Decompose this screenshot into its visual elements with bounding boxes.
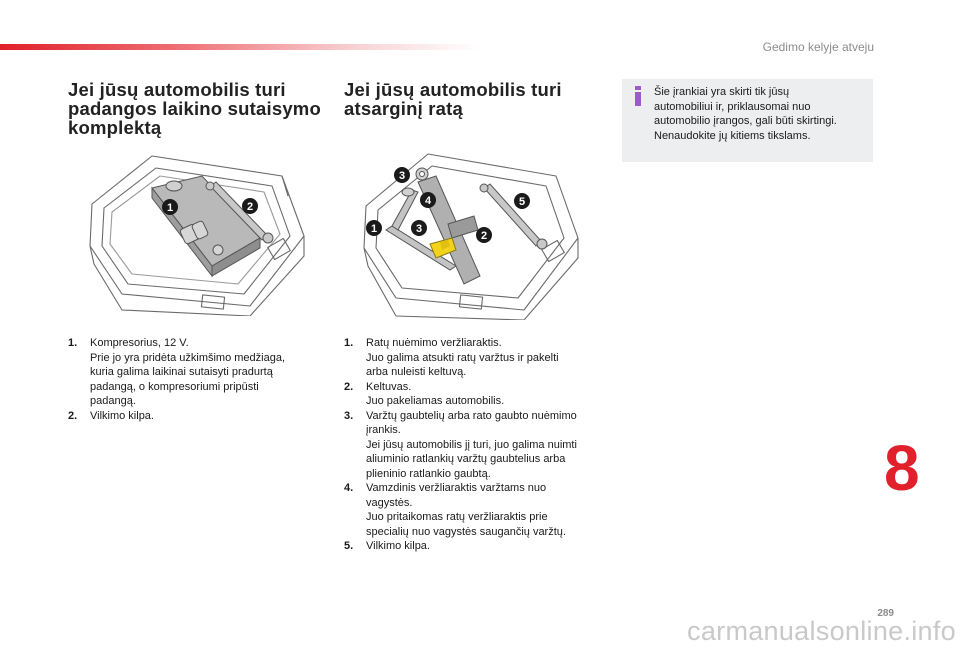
- item-line: įrankis.: [366, 424, 401, 436]
- item-number: 5.: [344, 540, 354, 552]
- page-number: 289: [877, 608, 894, 619]
- list-item: [344, 336, 606, 380]
- right-callout-3-top: [394, 167, 410, 183]
- item-line: aliuminio ratlankių varžtų gaubtelius arba: [366, 453, 566, 465]
- right-callout-3-bottom: [411, 220, 427, 236]
- item-line: kuria galima laikinai sutaisyti pradurtą: [90, 366, 273, 378]
- list-item: [344, 481, 606, 539]
- right-callout-1: [366, 220, 382, 236]
- right-callout-5: [514, 193, 530, 209]
- info-icon: [633, 86, 643, 106]
- list-item: [68, 336, 318, 409]
- item-line: Juo galima atsukti ratų varžtus ir pakelti: [366, 351, 559, 364]
- item-line: Prie jo yra pridėta užkimšimo medžiaga,: [90, 351, 286, 364]
- item-line: Varžtų gaubtelių arba rato gaubto nuėmimo: [366, 409, 577, 422]
- info-line: automobiliui ir, priklausomai nuo: [654, 100, 811, 113]
- item-line: Kompresorius, 12 V.: [90, 337, 189, 349]
- item-line: padangą, o kompresoriumi pripūsti: [90, 380, 259, 393]
- svg-text:2: 2: [246, 201, 254, 213]
- list-item: [344, 539, 606, 554]
- info-line: automobilio įrangos, gali būti skirtingi.: [654, 115, 837, 127]
- item-line: padangą.: [90, 395, 136, 407]
- item-line: plieninio ratlankio gaubtą.: [366, 467, 491, 480]
- item-line: specialių nuo vagystės saugančių varžtų.: [366, 525, 566, 538]
- item-number: 2.: [68, 409, 78, 422]
- watermark: carmanualsonline.info: [687, 616, 956, 646]
- item-line: vagystės.: [366, 496, 413, 509]
- repair-kit-item-list: [68, 336, 318, 423]
- item-line: Jei jūsų automobilis jį turi, juo galima nuimti: [366, 438, 577, 451]
- svg-text:3: 3: [398, 170, 406, 182]
- spare-wheel-item-list: [344, 336, 606, 554]
- svg-text:5: 5: [518, 196, 526, 208]
- left-section-title: [68, 80, 338, 137]
- chapter-number: 8: [884, 432, 920, 504]
- list-item: [344, 380, 606, 409]
- repair-kit-diagram: [82, 146, 308, 316]
- item-line: arba nuleisti keltuvą.: [366, 366, 467, 378]
- left-callout-2: [242, 198, 258, 214]
- right-title-line: atsarginį ratą: [344, 98, 463, 119]
- item-number: 1.: [344, 337, 354, 349]
- left-title-line: padangos laikino sutaisymo: [68, 98, 321, 119]
- item-number: 1.: [68, 337, 78, 349]
- spare-wheel-tools-diagram: [356, 146, 582, 320]
- svg-text:3: 3: [415, 223, 423, 235]
- right-title-line: Jei jūsų automobilis turi: [344, 79, 562, 100]
- left-title-line: Jei jūsų automobilis turi: [68, 79, 286, 100]
- item-line: Vilkimo kilpa.: [90, 409, 154, 422]
- item-line: Vilkimo kilpa.: [366, 540, 430, 552]
- compressor: [152, 176, 260, 276]
- item-line: Keltuvas.: [366, 380, 412, 393]
- svg-text:1: 1: [370, 223, 378, 235]
- list-item: [344, 409, 606, 482]
- item-number: 4.: [344, 482, 354, 494]
- item-line: Vamzdinis veržliaraktis varžtams nuo: [366, 482, 547, 494]
- item-line: Ratų nuėmimo veržliaraktis.: [366, 337, 502, 349]
- left-callout-1: [162, 199, 178, 215]
- right-callout-2: [476, 227, 492, 243]
- list-item: [68, 409, 318, 424]
- left-title-line: komplektą: [68, 117, 162, 138]
- item-number: 2.: [344, 380, 354, 393]
- info-text: [654, 85, 866, 143]
- chapter-header-title: Gedimo kelyje atveju: [762, 40, 874, 54]
- info-line: Šie įrankiai yra skirti tik jūsų: [654, 86, 790, 98]
- header-accent-bar: [0, 44, 480, 50]
- info-box: [622, 79, 873, 162]
- item-line: Juo pakeliamas automobilis.: [366, 395, 505, 407]
- right-section-title: [344, 80, 604, 118]
- svg-text:2: 2: [480, 230, 488, 242]
- svg-text:1: 1: [166, 202, 174, 214]
- item-line: Juo pritaikomas ratų veržliaraktis prie: [366, 511, 548, 523]
- right-callout-4: [420, 192, 436, 208]
- svg-text:4: 4: [424, 195, 432, 207]
- info-line: Nenaudokite jų kitiems tikslams.: [654, 129, 811, 142]
- item-number: 3.: [344, 409, 354, 422]
